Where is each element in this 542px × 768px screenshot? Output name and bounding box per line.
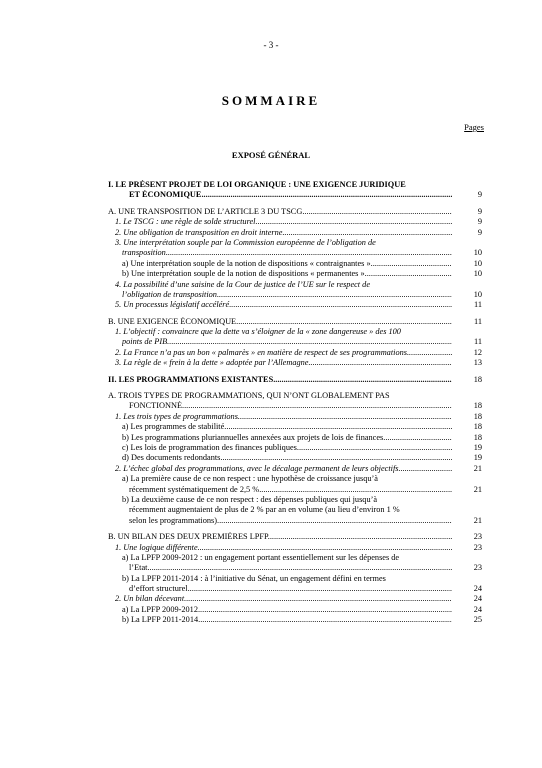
toc-entry-page: 9	[456, 190, 482, 200]
toc-entry-page: 21	[456, 464, 482, 474]
toc-entry-text: 4. La possibilité d’une saisine de la Cour de justice de l’UE sur le respect de	[115, 279, 371, 289]
toc-entry-page: 19	[456, 443, 482, 453]
toc-entry[interactable]	[108, 217, 482, 227]
toc-entry-text: a) La LPFP 2009-2012 : un engagement portant essentiellement sur les dépenses de	[122, 552, 400, 562]
toc-entry-page: 12	[456, 348, 482, 358]
toc-entry-page: 18	[456, 375, 482, 385]
toc-entry-page: 18	[456, 412, 482, 422]
toc-entry-text: transposition .....	[122, 248, 452, 258]
toc-entry-text: 2. La France n’a pas un bon « palmarès » en matière de respect de ses programmations .....	[115, 348, 452, 358]
toc-entry[interactable]	[108, 443, 482, 453]
section-heading: EXPOSÉ GÉNÉRAL	[231, 150, 311, 160]
toc-entry-text: I. LE PRÉSENT PROJET DE LOI ORGANIQUE : UNE EXIGENCE JURIDIQUE	[108, 180, 406, 189]
toc-entry[interactable]	[108, 259, 482, 269]
toc-entry-page: 11	[456, 300, 482, 310]
toc-entry-text: 5. Un processus législatif accéléré .....	[115, 300, 452, 310]
toc-entry-text: 1. L’objectif : convaincre que la dette va s’éloigner de la « zone dangereuse » des 100	[115, 327, 401, 337]
toc-entry-page: 21	[456, 485, 482, 495]
toc-entry-page: 9	[456, 228, 482, 238]
toc-entry-text: a) La première cause de ce non respect : une hypothèse de croissance jusqu’à	[122, 474, 378, 484]
toc-entry[interactable]	[108, 412, 482, 422]
toc-entry-text: 2. Une obligation de transposition en droit interne .....	[115, 228, 452, 238]
toc-entry-text: récemment augmentaient de plus de 2 % par an en volume (au lieu d’environ 1 %	[129, 505, 400, 515]
toc-entry-page: 11	[456, 317, 482, 327]
toc-entry[interactable]	[108, 228, 482, 238]
toc-entry[interactable]	[108, 474, 482, 484]
toc-entry-page: 10	[456, 269, 482, 279]
toc-entry-text: ET ÉCONOMIQUE .....	[129, 190, 452, 200]
toc-entry[interactable]	[108, 327, 482, 337]
toc-entry-page: 21	[456, 516, 482, 526]
toc-entry-page: 25	[456, 615, 482, 625]
toc-entry[interactable]	[108, 190, 482, 200]
toc-entry[interactable]	[108, 594, 482, 604]
toc-entry[interactable]	[108, 584, 482, 594]
toc-entry-text: b) Une interprétation souple de la notion de dispositions « permanentes » .....	[122, 269, 452, 279]
toc-entry-text: b) La deuxième cause de ce non respect : des dépenses publiques qui jusqu’à	[122, 494, 378, 504]
toc-entry[interactable]	[108, 391, 482, 401]
toc-entry-page: 23	[456, 532, 482, 542]
toc-entry[interactable]	[108, 422, 482, 432]
toc-entry-text: points de PIB .....	[122, 337, 452, 347]
toc-entry[interactable]	[108, 348, 482, 358]
toc-entry[interactable]	[108, 358, 482, 368]
toc-entry-text: 1. Le TSCG : une règle de solde structurel .....	[115, 217, 452, 227]
toc-entry[interactable]	[108, 605, 482, 615]
toc-entry[interactable]	[108, 180, 482, 190]
toc-entry-text: 2. Un bilan décevant .....	[115, 594, 452, 604]
page-number: - 3 -	[263, 40, 279, 50]
toc-entry[interactable]	[108, 300, 482, 310]
toc-entry-text: a) Une interprétation souple de la notion de dispositions « contraignantes » .....	[122, 259, 452, 269]
toc-entry[interactable]	[108, 485, 482, 495]
toc-entry-page: 24	[456, 594, 482, 604]
toc-entry-text: A. UNE TRANSPOSITION DE L’ARTICLE 3 DU TSCG .....	[108, 207, 452, 217]
toc-entry-text: 2. L’échec global des programmations, avec le décalage permanent de leurs objectifs .....	[115, 464, 452, 474]
toc-entry-text: récemment systématiquement de 2,5 % .....	[129, 485, 452, 495]
toc-entry-page: 19	[456, 453, 482, 463]
toc-entry[interactable]	[108, 280, 482, 290]
toc-entry[interactable]	[108, 269, 482, 279]
toc-entry-text: b) La LPFP 2011-2014 : à l’initiative du Sénat, un engagement défini en termes	[122, 573, 386, 583]
toc-entry[interactable]	[108, 248, 482, 258]
toc-entry-page: 24	[456, 584, 482, 594]
table-of-contents	[108, 180, 482, 626]
toc-entry[interactable]	[108, 238, 482, 248]
toc-entry-page: 9	[456, 217, 482, 227]
toc-entry[interactable]	[108, 453, 482, 463]
toc-entry[interactable]	[108, 401, 482, 411]
toc-entry-page: 10	[456, 248, 482, 258]
toc-entry-text: selon les programmations) .....	[129, 516, 452, 526]
toc-entry-text: 3. La règle de « frein à la dette » adoptée par l’Allemagne .....	[115, 358, 452, 368]
toc-entry-text: a) La LPFP 2009-2012 .....	[122, 605, 452, 615]
toc-entry[interactable]	[108, 317, 482, 327]
toc-entry-page: 9	[456, 207, 482, 217]
toc-entry-text: b) La LPFP 2011-2014 .....	[122, 615, 452, 625]
toc-entry-page: 18	[456, 433, 482, 443]
toc-entry[interactable]	[108, 563, 482, 573]
toc-entry[interactable]	[108, 553, 482, 563]
toc-entry-text: B. UN BILAN DES DEUX PREMIÈRES LPFP .....	[108, 532, 452, 542]
page-title: SOMMAIRE	[221, 93, 321, 108]
toc-entry[interactable]	[108, 464, 482, 474]
toc-entry-text: d’effort structurel .....	[129, 584, 452, 594]
toc-entry-page: 23	[456, 543, 482, 553]
toc-entry-text: c) Les lois de programmation des finances publiques .....	[122, 443, 452, 453]
toc-entry[interactable]	[108, 574, 482, 584]
toc-entry-text: d) Des documents redondants .....	[122, 453, 452, 463]
toc-entry[interactable]	[108, 433, 482, 443]
toc-entry-text: 1. Une logique différente .....	[115, 543, 452, 553]
toc-entry-text: 1. Les trois types de programmations .....	[115, 412, 452, 422]
toc-entry[interactable]	[108, 532, 482, 542]
toc-entry-text: l’obligation de transposition .....	[122, 290, 452, 300]
toc-entry-text: A. TROIS TYPES DE PROGRAMMATIONS, QUI N’ONT GLOBALEMENT PAS	[108, 391, 390, 401]
toc-entry-text: B. UNE EXIGENCE ÉCONOMIQUE .....	[108, 317, 452, 327]
toc-entry[interactable]	[108, 543, 482, 553]
toc-entry[interactable]	[108, 375, 482, 385]
toc-entry-page: 23	[456, 563, 482, 573]
toc-entry-text: b) Les programmations pluriannuelles annexées aux projets de lois de finances .....	[122, 433, 452, 443]
toc-entry[interactable]	[108, 516, 482, 526]
toc-entry-page: 18	[456, 422, 482, 432]
toc-entry[interactable]	[108, 337, 482, 347]
pages-column-label: Pages	[464, 122, 484, 132]
toc-entry-page: 18	[456, 401, 482, 411]
toc-entry-page: 24	[456, 605, 482, 615]
toc-entry-page: 10	[456, 290, 482, 300]
toc-entry-text: l’Etat .....	[129, 563, 452, 573]
toc-entry-text: 3. Une interprétation souple par la Commission européenne de l’obligation de	[115, 237, 376, 247]
toc-entry-text: II. LES PROGRAMMATIONS EXISTANTES .....	[108, 375, 452, 385]
toc-entry[interactable]	[108, 495, 482, 505]
toc-entry[interactable]	[108, 290, 482, 300]
toc-entry-page: 13	[456, 358, 482, 368]
toc-entry-page: 11	[456, 337, 482, 347]
toc-entry[interactable]	[108, 505, 482, 515]
toc-entry[interactable]	[108, 615, 482, 625]
toc-entry-page: 10	[456, 259, 482, 269]
toc-entry-text: a) Les programmes de stabilité .....	[122, 422, 452, 432]
toc-entry[interactable]	[108, 207, 482, 217]
toc-entry-text: FONCTIONNÉ .....	[129, 401, 452, 411]
